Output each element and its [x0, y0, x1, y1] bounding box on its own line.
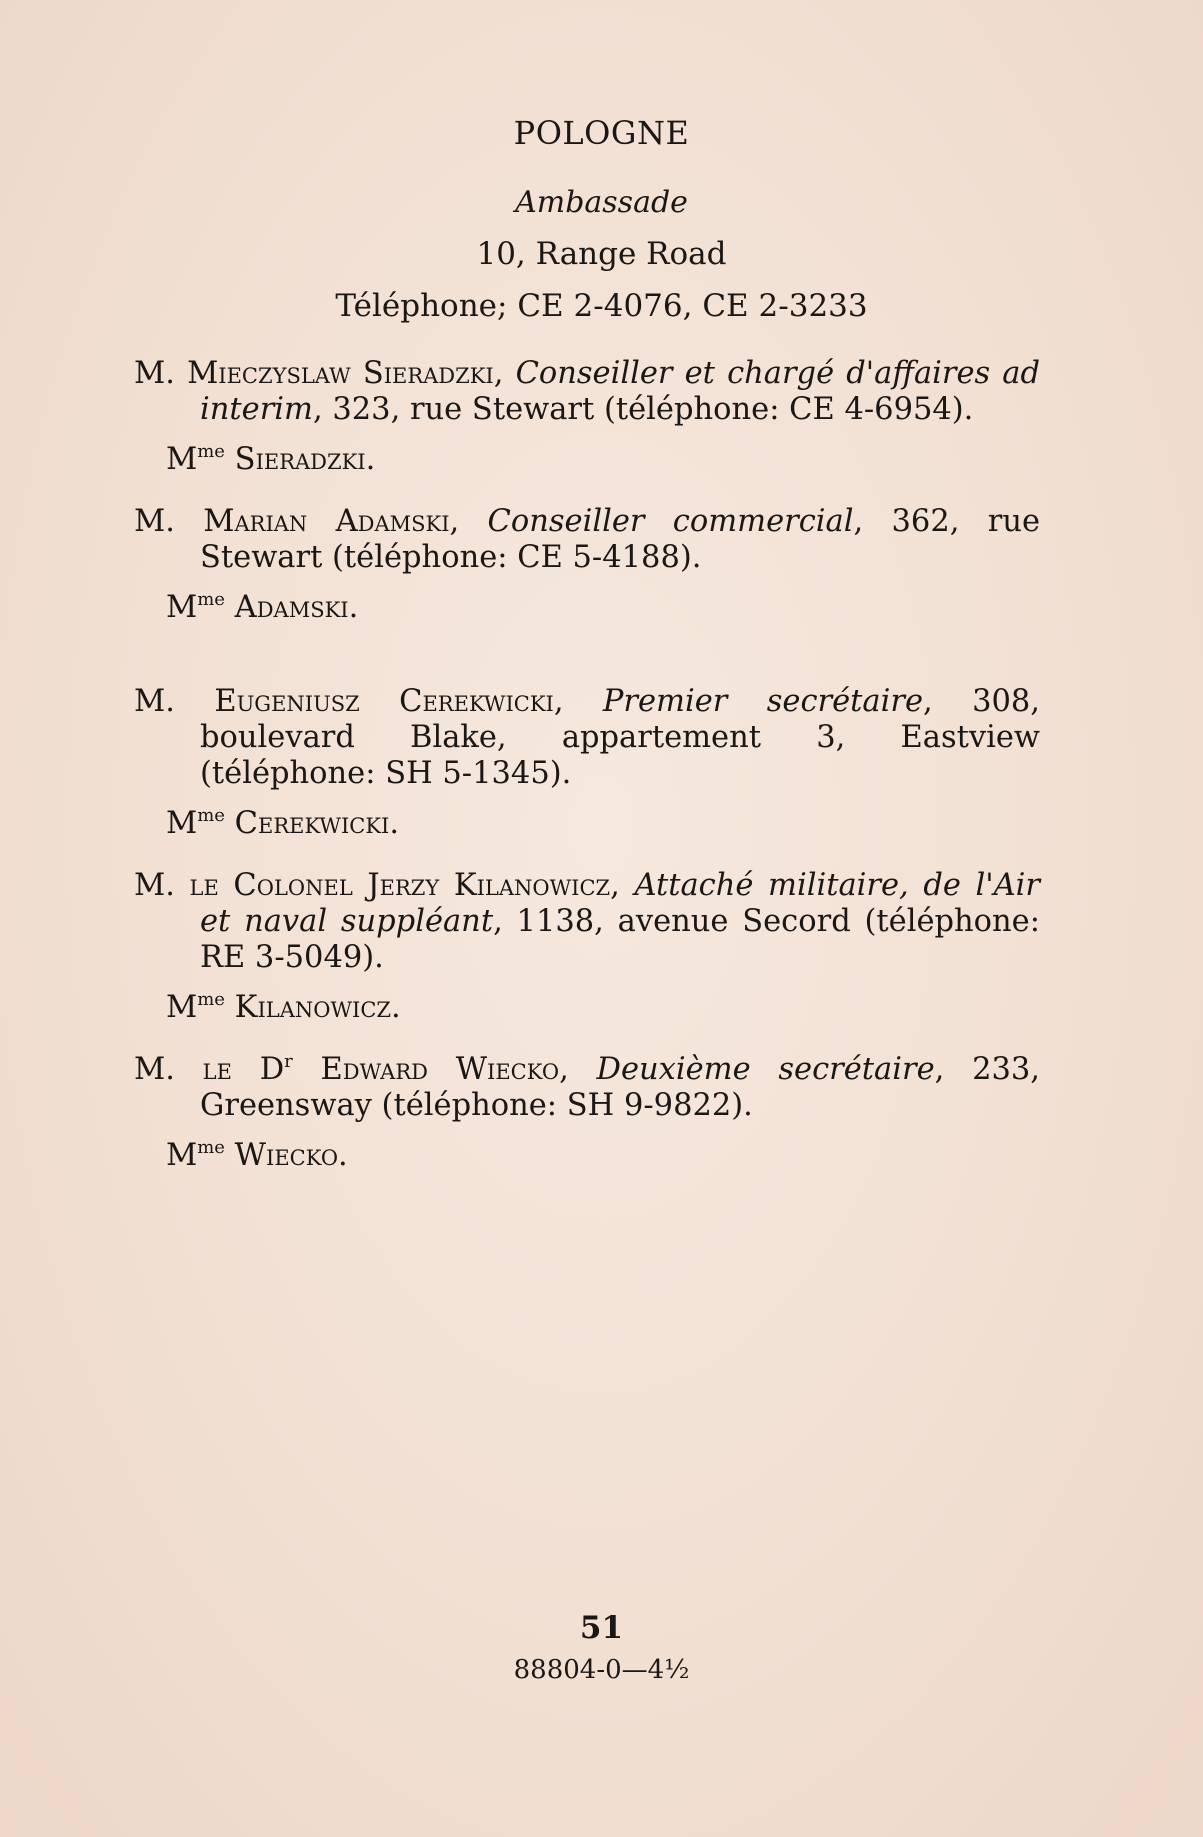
- staff-details: , 1138, avenue Secord (téléphone: RE 3-5049).: [200, 904, 1040, 975]
- honorific: M. le: [134, 868, 219, 903]
- staff-title: Conseiller commercial: [487, 504, 854, 539]
- spouse-line: $M^{me}$ Cerekwicki.: [166, 805, 400, 841]
- print-code: 88804-0—4½: [513, 1655, 690, 1685]
- staff-person: M. Eugeniusz Cerekwicki, Premier secrétaire, 308, boulevard Blake, appartement 3, Eastview (téléphone: SH 5-1345).: [134, 684, 1040, 791]
- staff-list: [134, 356, 1040, 1200]
- staff-name: Mieczyslaw Sieradzki: [187, 356, 494, 391]
- spouse-name: Cerekwicki.: [234, 806, 400, 841]
- staff-entry: [134, 868, 1040, 1026]
- spouse-name: Adamski.: [234, 590, 359, 625]
- staff-name: Edward Wiecko: [320, 1052, 560, 1087]
- honorific: M.: [134, 684, 175, 719]
- staff-details: , 362, rue Stewart (téléphone: CE 5-4188).: [200, 504, 1041, 575]
- staff-person: M. Mieczyslaw Sieradzki, Conseiller et chargé d'affaires ad interim, 323, rue Stewart (téléphone: CE 4-6954).: [134, 356, 1041, 427]
- staff-title: Premier secrétaire: [602, 684, 923, 719]
- page-number: 51: [579, 1610, 624, 1646]
- staff-name: Marian Adamski: [203, 504, 450, 539]
- staff-entry: [134, 1052, 1040, 1174]
- mission-telephone: Téléphone; CE 2-4076, CE 2-3233: [335, 288, 868, 324]
- mission-address: 10, Range Road: [476, 236, 727, 272]
- country-heading: POLOGNE: [513, 114, 690, 152]
- staff-person: M. le Colonel Jerzy Kilanowicz, Attaché militaire, de l'Air et naval suppléant, 1138, avenue Secord (téléphone: RE 3-5049).: [134, 868, 1041, 975]
- mission-type: Ambassade: [515, 185, 688, 220]
- spouse-name: Sieradzki.: [234, 442, 376, 477]
- staff-entry: [134, 684, 1040, 842]
- spouse-line: $M^{me}$ Kilanowicz.: [166, 989, 401, 1025]
- staff-name: Colonel Jerzy Kilanowicz: [233, 868, 611, 903]
- honorific: M. le: [134, 1052, 232, 1087]
- staff-details: , 233, Greensway (téléphone: SH 9-9822).: [200, 1052, 1040, 1123]
- staff-details: , 323, rue Stewart (téléphone: CE 4-6954).: [312, 392, 974, 427]
- spouse-line: $M^{me}$ Adamski.: [166, 589, 359, 625]
- spouse-name: Wiecko.: [234, 1138, 348, 1173]
- staff-person: M. Marian Adamski, Conseiller commercial, 362, rue Stewart (téléphone: CE 5-4188).: [134, 504, 1041, 575]
- staff-entry: [134, 504, 1040, 626]
- staff-person: M. le $D^r$ Edward Wiecko, Deuxième secrétaire, 233, Greensway (téléphone: SH 9-9822).: [134, 1051, 1040, 1123]
- honorific: M.: [134, 356, 175, 391]
- staff-title: Attaché militaire, de l'Air et naval suppléant: [200, 868, 1041, 939]
- spouse-name: Kilanowicz.: [234, 990, 401, 1025]
- staff-title: Conseiller et chargé d'affaires ad interim: [200, 356, 1041, 427]
- staff-name: Eugeniusz Cerekwicki: [214, 684, 554, 719]
- staff-details: , 308, boulevard Blake, appartement 3, Eastview (téléphone: SH 5-1345).: [200, 684, 1040, 791]
- staff-title: Deuxième secrétaire: [596, 1052, 935, 1087]
- doctor-title: $D^r$: [259, 1051, 293, 1087]
- staff-entry: [134, 356, 1040, 478]
- spouse-line: $M^{me}$ Wiecko.: [166, 1137, 348, 1173]
- spouse-line: $M^{me}$ Sieradzki.: [166, 441, 376, 477]
- honorific: M.: [134, 504, 175, 539]
